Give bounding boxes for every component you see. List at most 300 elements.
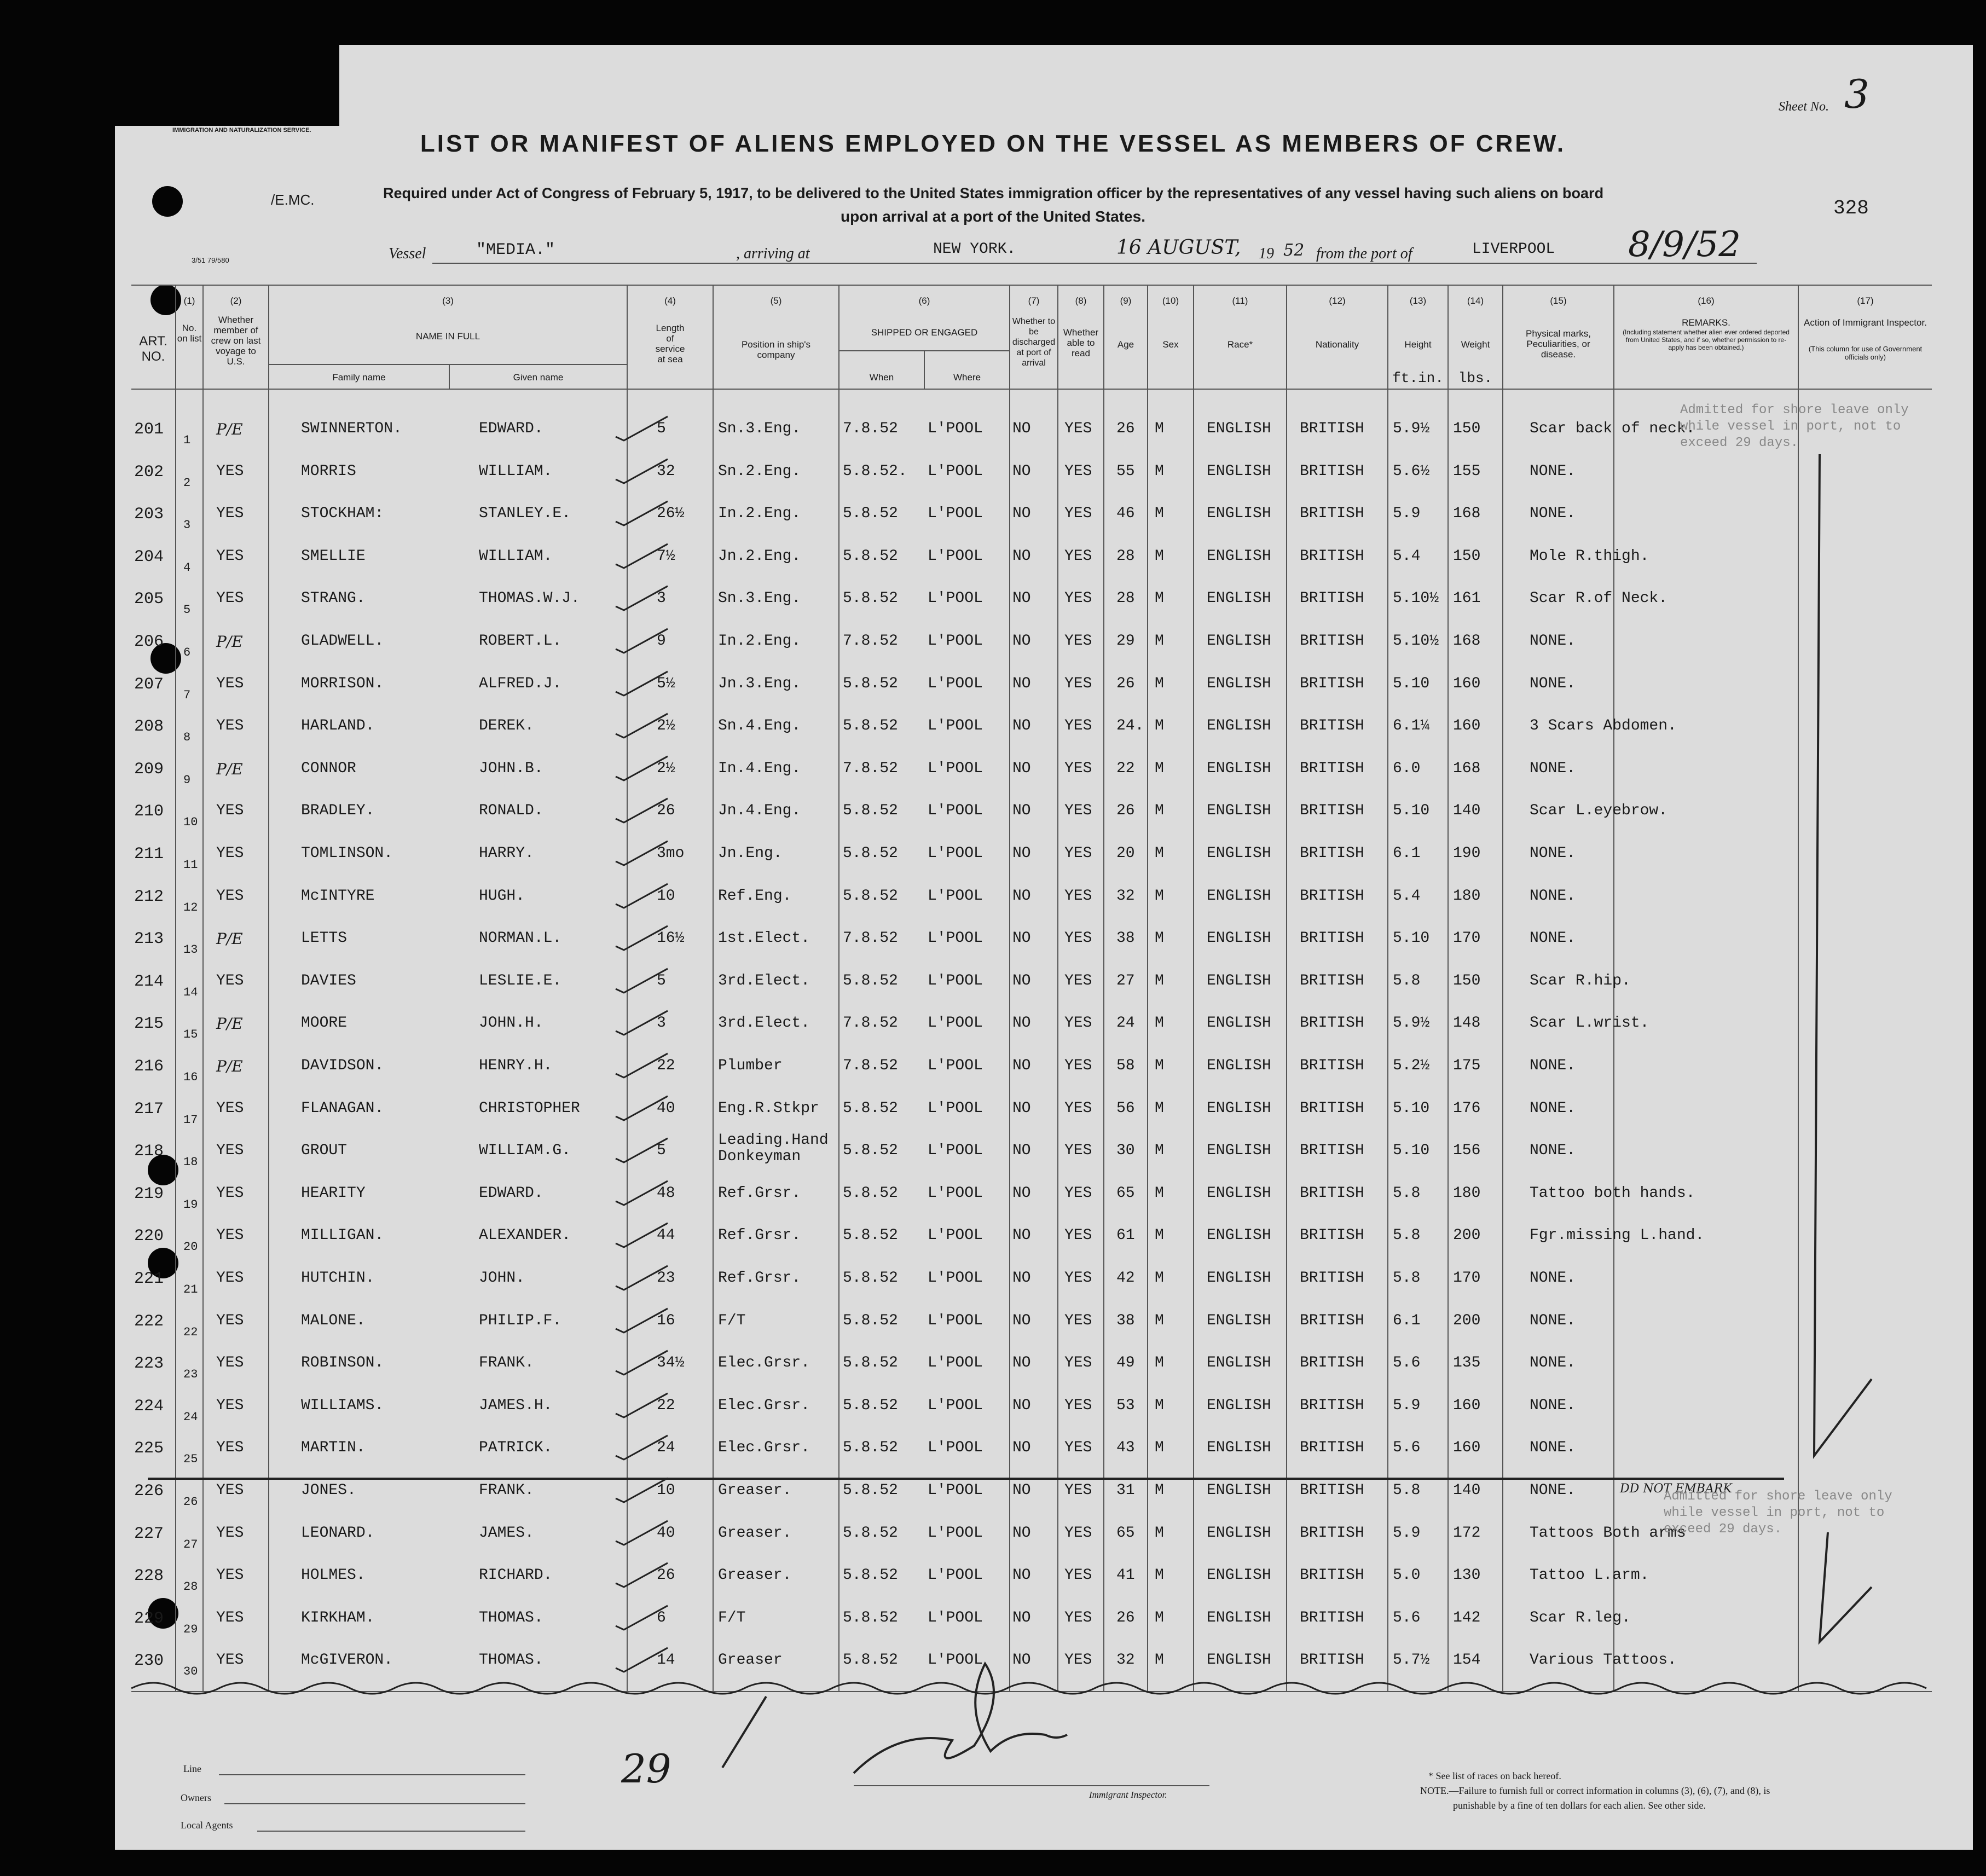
art-number-cell: 209 bbox=[134, 760, 164, 779]
engaged-when-cell: 5.8.52 bbox=[843, 1524, 898, 1542]
col9-title: Age bbox=[1117, 339, 1134, 350]
nationality-cell: BRITISH bbox=[1300, 1015, 1364, 1032]
able-to-read-cell: YES bbox=[1064, 1652, 1092, 1669]
from-label: from the port of bbox=[1316, 245, 1412, 262]
engaged-where-cell: L'POOL bbox=[928, 802, 983, 820]
engaged-where-cell: L'POOL bbox=[928, 972, 983, 989]
physical-marks-cell: Scar back of neck. bbox=[1530, 420, 1695, 437]
age-cell: 24 bbox=[1116, 1015, 1135, 1032]
family-name-cell: BRADLEY. bbox=[301, 802, 375, 820]
family-name-cell: CONNOR bbox=[301, 760, 356, 777]
weight-cell: 170 bbox=[1453, 1270, 1481, 1287]
race-cell: ENGLISH bbox=[1207, 1184, 1271, 1202]
family-name-cell: DAVIDSON. bbox=[301, 1057, 384, 1074]
position-cell: Elec.Grsr. bbox=[718, 1397, 810, 1414]
inspector-label: Immigrant Inspector. bbox=[1089, 1790, 1167, 1800]
age-cell: 26 bbox=[1116, 675, 1135, 692]
previous-voyage-cell: YES bbox=[216, 547, 244, 565]
race-cell: ENGLISH bbox=[1207, 1312, 1271, 1329]
weight-cell: 200 bbox=[1453, 1312, 1481, 1329]
art-number-cell: 208 bbox=[134, 717, 164, 737]
list-number-cell: 15 bbox=[183, 1028, 198, 1042]
list-number-cell: 24 bbox=[183, 1410, 198, 1424]
weight-cell: 176 bbox=[1453, 1099, 1481, 1117]
family-name-cell: GROUT bbox=[301, 1142, 348, 1160]
discharged-cell: NO bbox=[1012, 1439, 1031, 1457]
discharged-cell: NO bbox=[1012, 633, 1031, 650]
list-number-cell: 3 bbox=[183, 518, 191, 532]
position-cell: Jn.Eng. bbox=[718, 845, 783, 862]
physical-marks-cell: NONE. bbox=[1530, 1397, 1576, 1414]
height-cell: 5.9 bbox=[1393, 1524, 1421, 1542]
list-number-cell: 8 bbox=[183, 731, 191, 745]
previous-voyage-cell: YES bbox=[216, 1312, 244, 1329]
weight-cell: 154 bbox=[1453, 1652, 1481, 1669]
crew-count: 29 bbox=[621, 1746, 671, 1792]
art-number-cell: 206 bbox=[134, 633, 164, 651]
nationality-cell: BRITISH bbox=[1300, 802, 1364, 820]
family-name-cell: GLADWELL. bbox=[301, 633, 384, 650]
nationality-cell: BRITISH bbox=[1300, 717, 1364, 735]
col3-title: NAME IN FULL bbox=[415, 331, 480, 341]
wavy-end-line bbox=[131, 1683, 1926, 1694]
family-name-cell: McINTYRE bbox=[301, 887, 375, 905]
art-number-cell: 223 bbox=[134, 1354, 164, 1374]
discharged-cell: NO bbox=[1012, 1184, 1031, 1202]
previous-voyage-cell: P/E bbox=[216, 930, 243, 948]
col4-num: (4) bbox=[664, 296, 676, 306]
service-length-cell: 5 bbox=[657, 420, 666, 437]
given-name-cell: CHRISTOPHER bbox=[479, 1099, 580, 1117]
weight-cell: 168 bbox=[1453, 633, 1481, 650]
engaged-when-cell: 5.8.52 bbox=[843, 802, 898, 820]
col5-title: Position in ship's company bbox=[741, 339, 811, 360]
able-to-read-cell: YES bbox=[1064, 1609, 1092, 1626]
previous-voyage-cell: YES bbox=[216, 1567, 244, 1584]
engaged-when-cell: 5.8.52 bbox=[843, 547, 898, 565]
race-cell: ENGLISH bbox=[1207, 802, 1271, 820]
race-cell: ENGLISH bbox=[1207, 760, 1271, 777]
nationality-cell: BRITISH bbox=[1300, 1439, 1364, 1457]
height-cell: 5.9½ bbox=[1393, 1015, 1430, 1032]
weight-cell: 160 bbox=[1453, 1397, 1481, 1414]
age-cell: 42 bbox=[1116, 1270, 1135, 1287]
discharged-cell: NO bbox=[1012, 1270, 1031, 1287]
family-name-cell: JONES. bbox=[301, 1482, 356, 1499]
engaged-where-cell: L'POOL bbox=[928, 1099, 983, 1117]
height-cell: 5.10½ bbox=[1393, 633, 1439, 650]
service-length-cell: 3 bbox=[657, 1015, 666, 1032]
height-cell: 5.6 bbox=[1393, 1439, 1421, 1457]
weight-cell: 140 bbox=[1453, 1482, 1481, 1499]
previous-voyage-cell: YES bbox=[216, 717, 244, 735]
col14-num: (14) bbox=[1467, 296, 1484, 306]
engaged-where-cell: L'POOL bbox=[928, 420, 983, 437]
service-length-cell: 9 bbox=[657, 633, 666, 650]
physical-marks-cell: NONE. bbox=[1530, 1099, 1576, 1117]
col1b-title: No. on list bbox=[177, 323, 202, 344]
service-length-cell: 10 bbox=[657, 887, 675, 905]
weight-cell: 160 bbox=[1453, 717, 1481, 735]
height-cell: 6.0 bbox=[1393, 760, 1421, 777]
service-length-cell: 14 bbox=[657, 1652, 675, 1669]
col15-title: Physical marks, Peculiarities, or disease. bbox=[1525, 328, 1591, 360]
race-cell: ENGLISH bbox=[1207, 972, 1271, 989]
subtitle-line-1: Required under Act of Congress of February 5, 1917, to be delivered to the United States immigration officer by the representatives of any vessel having such aliens on board bbox=[383, 185, 1604, 201]
weight-cell: 175 bbox=[1453, 1057, 1481, 1074]
race-cell: ENGLISH bbox=[1207, 1015, 1271, 1032]
engaged-when-cell: 5.8.52 bbox=[843, 1142, 898, 1160]
race-cell: ENGLISH bbox=[1207, 717, 1271, 735]
family-name-cell: HARLAND. bbox=[301, 717, 375, 735]
service-length-cell: 2½ bbox=[657, 760, 675, 777]
race-cell: ENGLISH bbox=[1207, 930, 1271, 947]
position-cell: In.4.Eng. bbox=[718, 760, 801, 777]
given-name-cell: JOHN.B. bbox=[479, 760, 543, 777]
service-length-cell: 22 bbox=[657, 1057, 675, 1074]
arrival-port: NEW YORK. bbox=[933, 241, 1016, 258]
discharged-cell: NO bbox=[1012, 1099, 1031, 1117]
height-cell: 5.10 bbox=[1393, 1099, 1430, 1117]
family-name-cell: MORRIS bbox=[301, 462, 356, 480]
art-number-cell: 207 bbox=[134, 675, 164, 694]
previous-voyage-cell: YES bbox=[216, 505, 244, 523]
height-cell: 5.8 bbox=[1393, 972, 1421, 989]
given-name-cell: JOHN. bbox=[479, 1270, 525, 1287]
position-cell: Ref.Grsr. bbox=[718, 1184, 801, 1202]
engaged-where-cell: L'POOL bbox=[928, 633, 983, 650]
check-mark bbox=[1814, 454, 1872, 1456]
nationality-cell: BRITISH bbox=[1300, 1142, 1364, 1160]
list-number-cell: 18 bbox=[183, 1155, 198, 1169]
col14-unit: lbs. bbox=[1458, 370, 1493, 386]
art-number-cell: 204 bbox=[134, 547, 164, 566]
list-number-cell: 29 bbox=[183, 1622, 198, 1636]
height-cell: 5.2½ bbox=[1393, 1057, 1430, 1074]
family-name-cell: WILLIAMS. bbox=[301, 1397, 384, 1414]
nationality-cell: BRITISH bbox=[1300, 1609, 1364, 1626]
service-length-cell: 5 bbox=[657, 972, 666, 989]
physical-marks-cell: NONE. bbox=[1530, 1312, 1576, 1329]
sex-cell: M bbox=[1155, 1524, 1164, 1542]
nationality-cell: BRITISH bbox=[1300, 633, 1364, 650]
discharged-cell: NO bbox=[1012, 1312, 1031, 1329]
family-name-cell: MALONE. bbox=[301, 1312, 366, 1329]
engaged-where-cell: L'POOL bbox=[928, 760, 983, 777]
art-number-cell: 222 bbox=[134, 1312, 164, 1331]
art-number-cell: 230 bbox=[134, 1652, 164, 1671]
age-cell: 32 bbox=[1116, 887, 1135, 905]
arriving-label: , arriving at bbox=[736, 245, 810, 262]
discharged-cell: NO bbox=[1012, 1142, 1031, 1160]
col9-num: (9) bbox=[1120, 296, 1132, 306]
race-cell: ENGLISH bbox=[1207, 1439, 1271, 1457]
position-cell: F/T bbox=[718, 1312, 746, 1329]
list-number-cell: 19 bbox=[183, 1197, 198, 1212]
service-length-cell: 26 bbox=[657, 802, 675, 820]
art-number-cell: 202 bbox=[134, 462, 164, 482]
nationality-cell: BRITISH bbox=[1300, 1099, 1364, 1117]
height-cell: 5.6 bbox=[1393, 1354, 1421, 1372]
family-name-cell: TOMLINSON. bbox=[301, 845, 393, 862]
height-cell: 5.6 bbox=[1393, 1609, 1421, 1626]
service-length-cell: 26½ bbox=[657, 505, 685, 523]
able-to-read-cell: YES bbox=[1064, 462, 1092, 480]
engaged-when-cell: 5.8.52 bbox=[843, 590, 898, 607]
family-name-cell: STRANG. bbox=[301, 590, 366, 607]
able-to-read-cell: YES bbox=[1064, 1099, 1092, 1117]
weight-cell: 135 bbox=[1453, 1354, 1481, 1372]
sex-cell: M bbox=[1155, 1609, 1164, 1626]
family-name-cell: SMELLIE bbox=[301, 547, 366, 565]
given-name-cell: EDWARD. bbox=[479, 1184, 543, 1202]
physical-marks-cell: Scar L.eyebrow. bbox=[1530, 802, 1668, 820]
races-note: * See list of races on back hereof. bbox=[1428, 1770, 1561, 1781]
race-cell: ENGLISH bbox=[1207, 887, 1271, 905]
previous-voyage-cell: P/E bbox=[216, 760, 243, 778]
service-length-cell: 7½ bbox=[657, 547, 675, 565]
art-number-cell: 225 bbox=[134, 1439, 164, 1458]
position-cell: Sn.3.Eng. bbox=[718, 590, 801, 607]
year-prefix: 19 bbox=[1259, 245, 1274, 262]
col13-unit: ft.in. bbox=[1392, 370, 1444, 386]
discharged-cell: NO bbox=[1012, 802, 1031, 820]
col2-title: Whether member of crew on last voyage to U.S. bbox=[211, 315, 261, 367]
weight-cell: 180 bbox=[1453, 1184, 1481, 1202]
position-cell: Ref.Grsr. bbox=[718, 1227, 801, 1244]
art-number-cell: 213 bbox=[134, 930, 164, 949]
age-cell: 26 bbox=[1116, 1609, 1135, 1626]
position-cell: Elec.Grsr. bbox=[718, 1354, 810, 1372]
able-to-read-cell: YES bbox=[1064, 1270, 1092, 1287]
sex-cell: M bbox=[1155, 1482, 1164, 1499]
engaged-when-cell: 5.8.52 bbox=[843, 1397, 898, 1414]
race-cell: ENGLISH bbox=[1207, 1099, 1271, 1117]
height-cell: 5.8 bbox=[1393, 1482, 1421, 1499]
engaged-when-cell: 5.8.52 bbox=[843, 505, 898, 523]
engaged-where-cell: L'POOL bbox=[928, 1439, 983, 1457]
able-to-read-cell: YES bbox=[1064, 887, 1092, 905]
col10-num: (10) bbox=[1162, 296, 1179, 306]
family-name-cell: McGIVERON. bbox=[301, 1652, 393, 1669]
family-name-cell: STOCKHAM: bbox=[301, 505, 384, 523]
given-name-cell: HARRY. bbox=[479, 845, 534, 862]
service-length-cell: 5 bbox=[657, 1142, 666, 1160]
nationality-cell: BRITISH bbox=[1300, 675, 1364, 692]
physical-marks-cell: NONE. bbox=[1530, 1057, 1576, 1074]
height-cell: 6.1 bbox=[1393, 845, 1421, 862]
height-cell: 5.6½ bbox=[1393, 462, 1430, 480]
col1-num: (1) bbox=[183, 296, 195, 306]
given-name-cell: THOMAS. bbox=[479, 1609, 543, 1626]
age-cell: 22 bbox=[1116, 760, 1135, 777]
previous-voyage-cell: YES bbox=[216, 1099, 244, 1117]
able-to-read-cell: YES bbox=[1064, 1142, 1092, 1160]
service-length-cell: 5½ bbox=[657, 675, 675, 692]
col11-title: Race* bbox=[1227, 339, 1253, 350]
able-to-read-cell: YES bbox=[1064, 1184, 1092, 1202]
physical-marks-cell: NONE. bbox=[1530, 462, 1576, 480]
sex-cell: M bbox=[1155, 505, 1164, 523]
service-length-cell: 48 bbox=[657, 1184, 675, 1202]
col8-title: Whether able to read bbox=[1063, 327, 1099, 358]
previous-voyage-cell: YES bbox=[216, 887, 244, 905]
engaged-when-cell: 7.8.52 bbox=[843, 420, 898, 437]
given-name-cell: PATRICK. bbox=[479, 1439, 553, 1457]
sex-cell: M bbox=[1155, 1567, 1164, 1584]
col16-num: (16) bbox=[1698, 296, 1715, 306]
nationality-cell: BRITISH bbox=[1300, 1567, 1364, 1584]
col1-title: ART. NO. bbox=[139, 334, 167, 364]
discharged-cell: NO bbox=[1012, 760, 1031, 777]
sex-cell: M bbox=[1155, 1057, 1164, 1074]
handwritten-date: 8/9/52 bbox=[1628, 224, 1741, 265]
engaged-when-cell: 5.8.52 bbox=[843, 1184, 898, 1202]
col16-title: REMARKS. bbox=[1682, 317, 1730, 328]
physical-marks-cell: NONE. bbox=[1530, 633, 1576, 650]
service-length-cell: 24 bbox=[657, 1439, 675, 1457]
weight-cell: 148 bbox=[1453, 1015, 1481, 1032]
engaged-when-cell: 5.8.52 bbox=[843, 1354, 898, 1372]
nationality-cell: BRITISH bbox=[1300, 760, 1364, 777]
physical-marks-cell: NONE. bbox=[1530, 1439, 1576, 1457]
sex-cell: M bbox=[1155, 760, 1164, 777]
sex-cell: M bbox=[1155, 972, 1164, 989]
weight-cell: 170 bbox=[1453, 930, 1481, 947]
weight-cell: 150 bbox=[1453, 420, 1481, 437]
age-cell: 65 bbox=[1116, 1524, 1135, 1542]
penalty-note-2: punishable by a fine of ten dollars for each alien. See other side. bbox=[1453, 1800, 1706, 1811]
race-cell: ENGLISH bbox=[1207, 1227, 1271, 1244]
age-cell: 56 bbox=[1116, 1099, 1135, 1117]
engaged-where-cell: L'POOL bbox=[928, 547, 983, 565]
given-name-cell: WILLIAM. bbox=[479, 462, 553, 480]
sex-cell: M bbox=[1155, 590, 1164, 607]
engaged-where-cell: L'POOL bbox=[928, 1482, 983, 1499]
engaged-when-cell: 5.8.52 bbox=[843, 1227, 898, 1244]
engaged-when-cell: 5.8.52 bbox=[843, 1652, 898, 1669]
family-name-cell: LEONARD. bbox=[301, 1524, 375, 1542]
physical-marks-cell: Scar L.wrist. bbox=[1530, 1015, 1649, 1032]
engaged-where-cell: L'POOL bbox=[928, 1652, 983, 1669]
race-cell: ENGLISH bbox=[1207, 505, 1271, 523]
race-cell: ENGLISH bbox=[1207, 590, 1271, 607]
col5-num: (5) bbox=[770, 296, 782, 306]
nationality-cell: BRITISH bbox=[1300, 1270, 1364, 1287]
art-number-cell: 205 bbox=[134, 590, 164, 609]
engaged-where-cell: L'POOL bbox=[928, 1015, 983, 1032]
col11-num: (11) bbox=[1232, 296, 1248, 306]
sex-cell: M bbox=[1155, 1270, 1164, 1287]
discharged-cell: NO bbox=[1012, 590, 1031, 607]
engaged-where-cell: L'POOL bbox=[928, 887, 983, 905]
family-name-cell: MORRISON. bbox=[301, 675, 384, 692]
col10-title: Sex bbox=[1162, 339, 1179, 350]
able-to-read-cell: YES bbox=[1064, 1354, 1092, 1372]
page-title: LIST OR MANIFEST OF ALIENS EMPLOYED ON THE VESSEL AS MEMBERS OF CREW. bbox=[420, 130, 1566, 157]
line-label: Line bbox=[183, 1763, 201, 1774]
age-cell: 30 bbox=[1116, 1142, 1135, 1160]
remarks-cell: DD NOT EMBARK bbox=[1620, 1482, 1732, 1496]
col7-num: (7) bbox=[1028, 296, 1040, 306]
physical-marks-cell: Mole R.thigh. bbox=[1530, 547, 1649, 565]
able-to-read-cell: YES bbox=[1064, 1439, 1092, 1457]
age-cell: 38 bbox=[1116, 1312, 1135, 1329]
previous-voyage-cell: YES bbox=[216, 972, 244, 989]
able-to-read-cell: YES bbox=[1064, 1312, 1092, 1329]
col7-title: Whether to be discharged at port of arrival bbox=[1012, 317, 1056, 368]
inspector-signature-line bbox=[854, 1785, 1209, 1786]
physical-marks-cell: Scar R.hip. bbox=[1530, 972, 1631, 989]
engaged-when-cell: 5.8.52 bbox=[843, 972, 898, 989]
art-number-cell: 218 bbox=[134, 1142, 164, 1161]
discharged-cell: NO bbox=[1012, 420, 1031, 437]
art-number-cell: 214 bbox=[134, 972, 164, 991]
previous-voyage-cell: P/E bbox=[216, 633, 243, 651]
able-to-read-cell: YES bbox=[1064, 1227, 1092, 1244]
list-number-cell: 9 bbox=[183, 773, 191, 787]
previous-voyage-cell: YES bbox=[216, 845, 244, 862]
family-name-cell: DAVIES bbox=[301, 972, 356, 989]
engaged-when-cell: 5.8.52 bbox=[843, 1270, 898, 1287]
list-number-cell: 21 bbox=[183, 1283, 198, 1296]
service-length-cell: 22 bbox=[657, 1397, 675, 1414]
given-name-cell: FRANK. bbox=[479, 1482, 534, 1499]
position-cell: F/T bbox=[718, 1609, 746, 1626]
engaged-where-cell: L'POOL bbox=[928, 1609, 983, 1626]
service-length-cell: 3 bbox=[657, 590, 666, 607]
col3a-title: Family name bbox=[332, 372, 386, 383]
engaged-when-cell: 5.8.52 bbox=[843, 845, 898, 862]
sex-cell: M bbox=[1155, 1142, 1164, 1160]
race-cell: ENGLISH bbox=[1207, 420, 1271, 437]
given-name-cell: RONALD. bbox=[479, 802, 543, 820]
position-cell: Greaser. bbox=[718, 1482, 792, 1499]
height-cell: 5.7½ bbox=[1393, 1652, 1430, 1669]
physical-marks-cell: NONE. bbox=[1530, 1142, 1576, 1160]
col6-title: SHIPPED OR ENGAGED bbox=[871, 327, 978, 338]
engaged-where-cell: L'POOL bbox=[928, 1057, 983, 1074]
form-number: 3/51 79/580 bbox=[192, 256, 229, 264]
engaged-when-cell: 7.8.52 bbox=[843, 760, 898, 777]
physical-marks-cell: Tattoo both hands. bbox=[1530, 1184, 1695, 1202]
nationality-cell: BRITISH bbox=[1300, 420, 1364, 437]
discharged-cell: NO bbox=[1012, 1482, 1031, 1499]
discharged-cell: NO bbox=[1012, 930, 1031, 947]
engaged-where-cell: L'POOL bbox=[928, 1567, 983, 1584]
position-cell: Jn.4.Eng. bbox=[718, 802, 801, 820]
engaged-when-cell: 5.8.52 bbox=[843, 717, 898, 735]
list-number-cell: 27 bbox=[183, 1537, 198, 1551]
engaged-where-cell: L'POOL bbox=[928, 930, 983, 947]
vessel-label: Vessel bbox=[389, 245, 426, 262]
race-cell: ENGLISH bbox=[1207, 1270, 1271, 1287]
art-number-cell: 228 bbox=[134, 1567, 164, 1586]
service-length-cell: 26 bbox=[657, 1567, 675, 1584]
weight-cell: 160 bbox=[1453, 1439, 1481, 1457]
nationality-cell: BRITISH bbox=[1300, 972, 1364, 989]
able-to-read-cell: YES bbox=[1064, 1482, 1092, 1499]
age-cell: 53 bbox=[1116, 1397, 1135, 1414]
agents-field bbox=[257, 1831, 525, 1832]
physical-marks-cell: NONE. bbox=[1530, 760, 1576, 777]
col4-title: Length of service at sea bbox=[655, 323, 685, 364]
given-name-cell: WILLIAM.G. bbox=[479, 1142, 571, 1160]
list-number-cell: 7 bbox=[183, 688, 191, 702]
sex-cell: M bbox=[1155, 420, 1164, 437]
shore-leave-stamp: Admitted for shore leave only while vessel in port, not to exceed 29 days. bbox=[1680, 403, 1909, 450]
col12-title: Nationality bbox=[1315, 339, 1359, 350]
